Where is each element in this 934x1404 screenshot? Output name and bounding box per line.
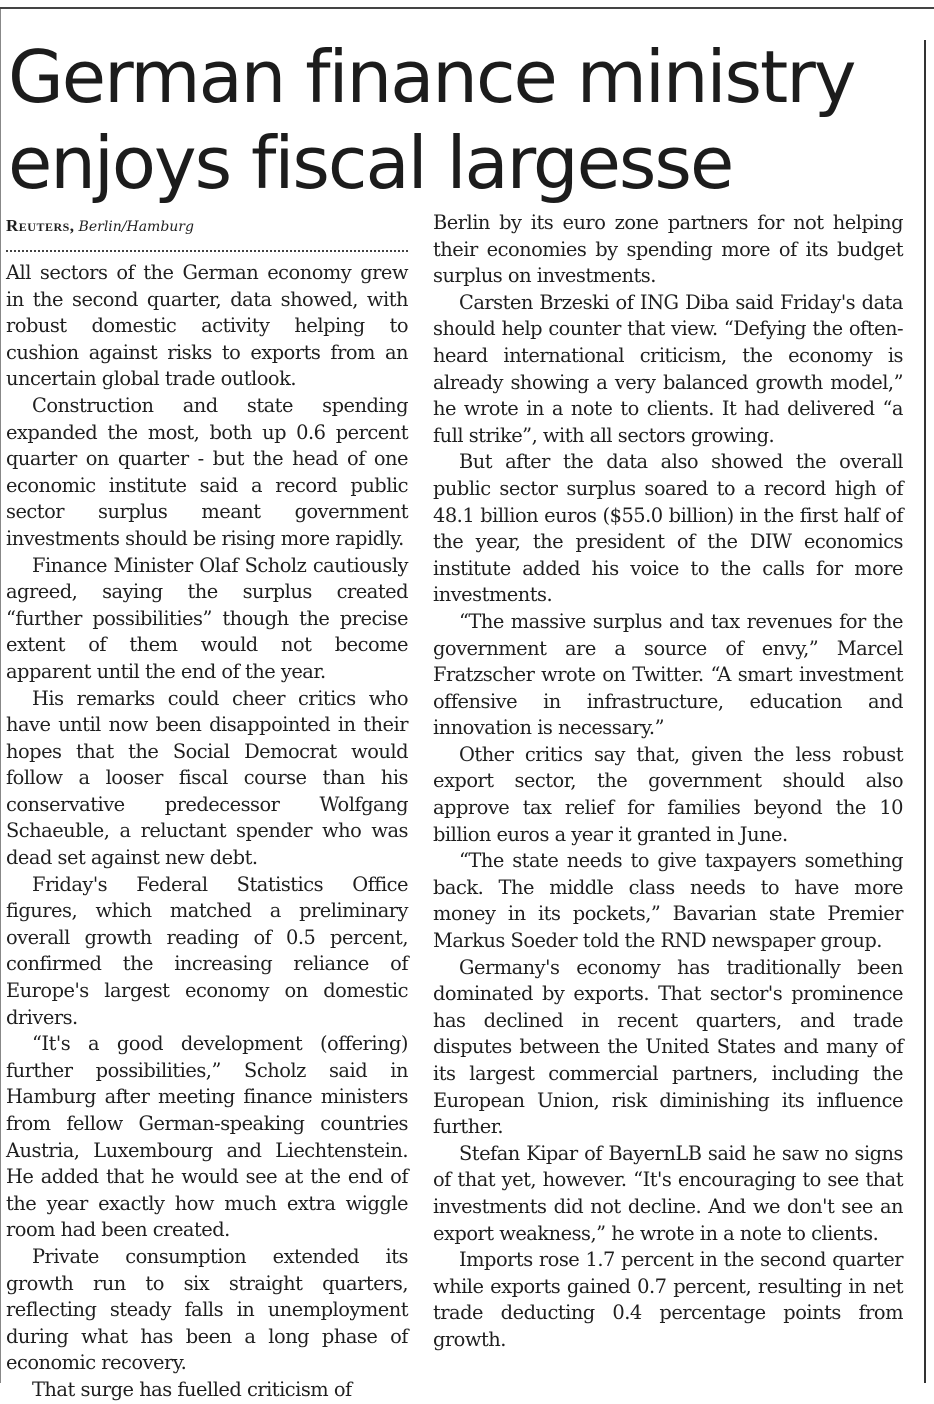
body-paragraph: But after the data also showed the overall public sector surplus soared to a record high of 48.1 billion euros ($55.0 billion) in the first half of the year, the president of the DIW economics institute added his voice to the calls for more investments.: [433, 450, 903, 607]
body-paragraph: Friday's Federal Statistics Office figures, which matched a preliminary overall growth reading of 0.5 percent, confirmed the increasing reliance of Europe's largest economy on domestic drivers.: [6, 872, 408, 1029]
body-paragraph: Other critics say that, given the less robust export sector, the government should also approve tax relief for families beyond the 10 billion euros a year it granted in June.: [433, 742, 903, 846]
byline-agency: Reuters,: [6, 216, 75, 235]
top-rule: [0, 7, 934, 9]
body-paragraph: All sectors of the German economy grew in the second quarter, data showed, with robust domestic activity helping to cushion against risks to exports from an uncertain global trade outlook.: [6, 261, 408, 391]
body-paragraph: Germany's economy has traditionally been dominated by exports. That sector's prominence has declined in recent quarters, and trade disputes between the United States and many of its largest commercial partners, including the European Union, risk diminishing its influence further.: [433, 955, 903, 1139]
body-paragraph: Imports rose 1.7 percent in the second quarter while exports gained 0.7 percent, resulting in net trade deducting 0.4 percentage points from growth.: [433, 1248, 903, 1351]
body-paragraph: Construction and state spending expanded the most, both up 0.6 percent quarter on quarter - but the head of one economic institute said a record public sector surplus meant government investments should be rising more rapidly.: [6, 393, 408, 550]
body-paragraph: His remarks could cheer critics who have until now been disappointed in their hopes that the Social Democrat would follow a looser fiscal course than his conservative predecessor Wolfgang Schaeuble, a reluctant spender who was dead set against new debt.: [6, 686, 408, 870]
body-paragraph: “The massive surplus and tax revenues for the government are a source of envy,” Marcel Fratzscher wrote on Twitter. “A smart investment offensive in infrastructure, education and innovation is necessary.”: [433, 609, 903, 740]
body-paragraph: “The state needs to give taxpayers something back. The middle class needs to have more money in its pockets,” Bavarian state Premier Markus Soeder told the RND newspaper group.: [433, 849, 903, 953]
headline: German finance ministry enjoys fiscal largesse: [8, 35, 855, 205]
right-column-rule: [924, 40, 926, 1383]
body-paragraph: That surge has fuelled criticism of: [32, 1377, 352, 1401]
byline-location: Berlin/Hamburg: [78, 219, 194, 235]
body-paragraph: Carsten Brzeski of ING Diba said Friday's data should help counter that view. “Defying the often-heard international criticism, the economy is already showing a very balanced growth model,” he wrote in a note to clients. It had delivered “a full strike”, with all sectors growing.: [433, 290, 903, 447]
left-edge: [0, 9, 1, 1383]
left-column: [6, 210, 408, 1401]
dotted-separator: [6, 250, 408, 252]
body-paragraph: Finance Minister Olaf Scholz cautiously agreed, saying the surplus created “further possibilities” though the precise extent of them would not become apparent until the end of the year.: [6, 553, 408, 683]
body-paragraph: Stefan Kipar of BayernLB said he saw no signs of that yet, however. “It's encouraging to see that investments did not decline. And we don't see an export weakness,” he wrote in a note to clients.: [433, 1141, 903, 1245]
byline: [6, 214, 408, 238]
body-paragraph: Private consumption extended its growth run to six straight quarters, reflecting steady falls in unemployment during what has been a long phase of economic recovery.: [6, 1244, 408, 1375]
body-paragraph: Berlin by its euro zone partners for not helping their economies by spending more of its budget surplus on investments.: [433, 211, 903, 288]
body-paragraph: “It's a good development (offering) further possibilities,” Scholz said in Hamburg after meeting finance ministers from fellow German-speaking countries Austria, Luxembourg and Liechtenstein. He added that he would see at the end of the year exactly how much extra wiggle room had been created.: [6, 1032, 408, 1242]
right-column: [433, 210, 903, 1383]
